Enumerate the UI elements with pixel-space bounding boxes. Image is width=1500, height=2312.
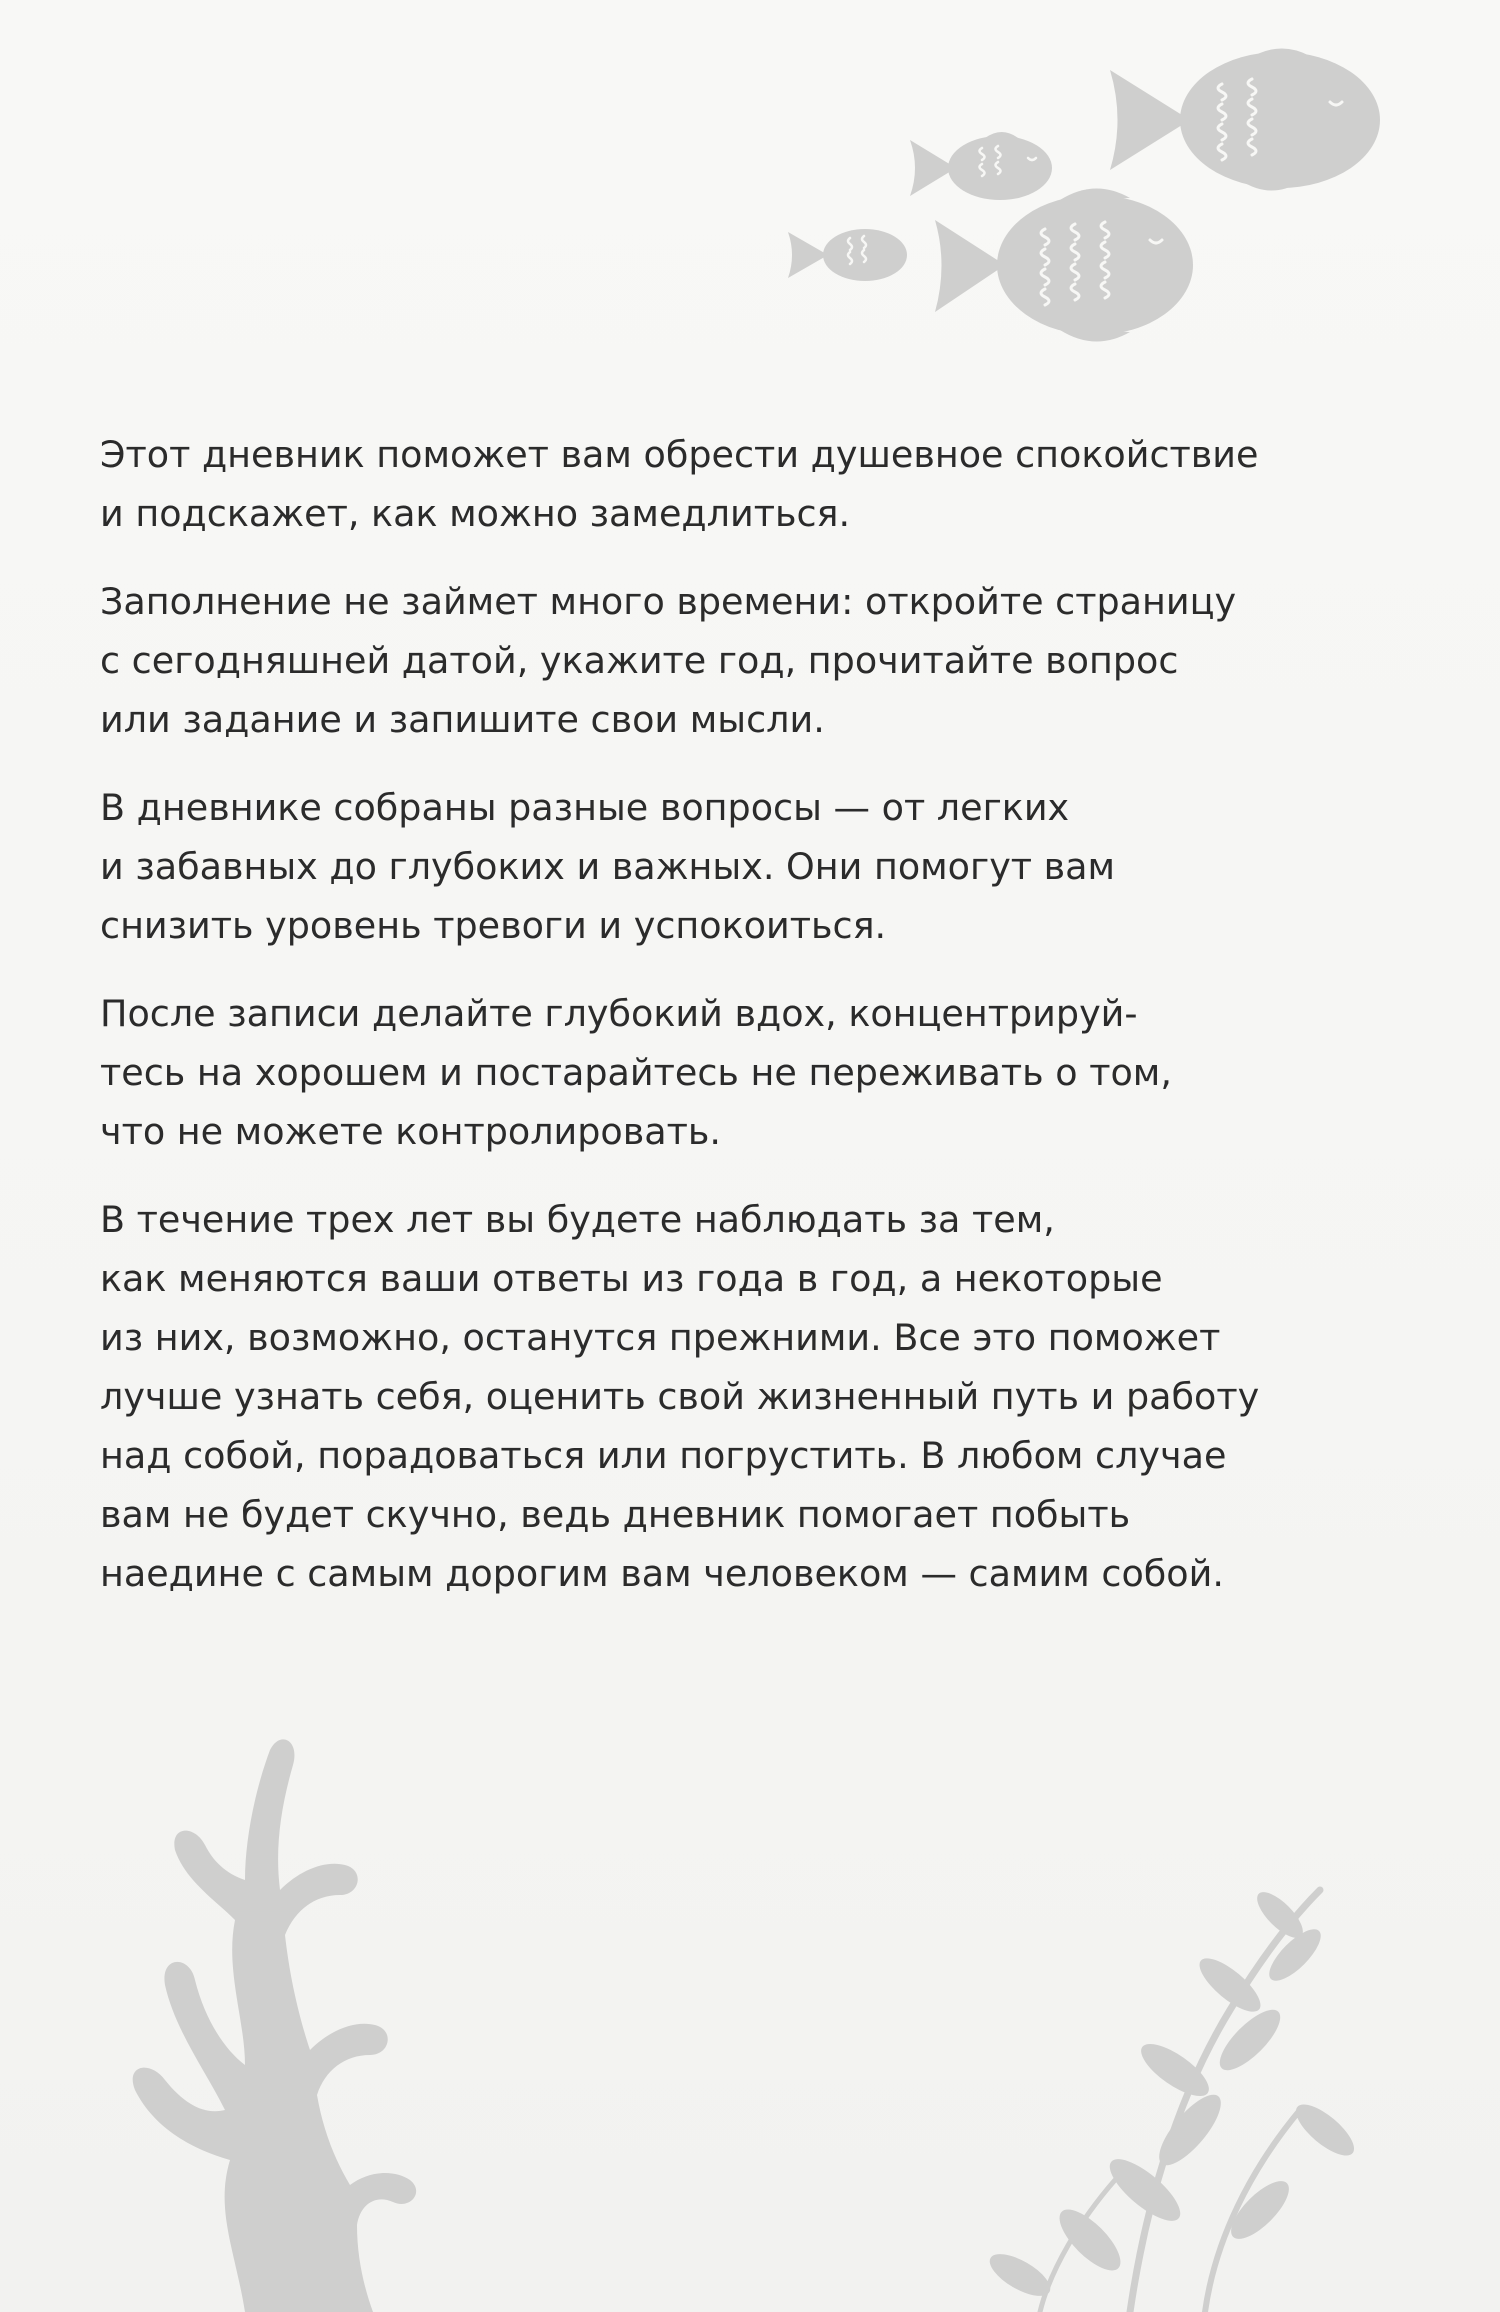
seaweed-illustration [930,1880,1400,2312]
paragraph-3: В дневнике собраны разные вопросы — от легких и забавных до глубоких и важных. Они помогут вам снизить уровень тревоги и успокоиться. [100,786,1116,947]
fish-icon [935,188,1193,341]
paragraph-2: Заполнение не займет много времени: откройте страницу с сегодняшней датой, укажите год, прочитайте вопрос или задание и запишите свои мысли. [100,580,1237,741]
paragraph-5: В течение трех лет вы будете наблюдать за тем, как меняются ваши ответы из года в год, а некоторые из них, возможно, останутся прежними. Все это поможет лучше узнать себя, оценить свой жизненный путь и работу над собой, порадоваться или погрустить. В любом случае вам не будет скучно, ведь дневник помогает побыть наедине с самым дорогим вам человеком — самим собой. [100,1198,1260,1595]
fish-illustration [770,40,1410,380]
paragraph-4: После записи делайте глубокий вдох, концентрируй- тесь на хорошем и постарайтесь не переживать о том, что не можете контролировать. [100,992,1172,1153]
fish-icon [788,229,907,281]
fish-icon [910,132,1052,200]
coral-icon [133,1739,416,2312]
fish-icon [1110,48,1380,190]
intro-text [100,425,1360,1632]
seaweed-icon [984,1885,1362,2312]
coral-illustration [95,1730,435,2312]
paragraph-1: Этот дневник поможет вам обрести душевное спокойствие и подскажет, как можно замедлиться. [100,433,1259,535]
